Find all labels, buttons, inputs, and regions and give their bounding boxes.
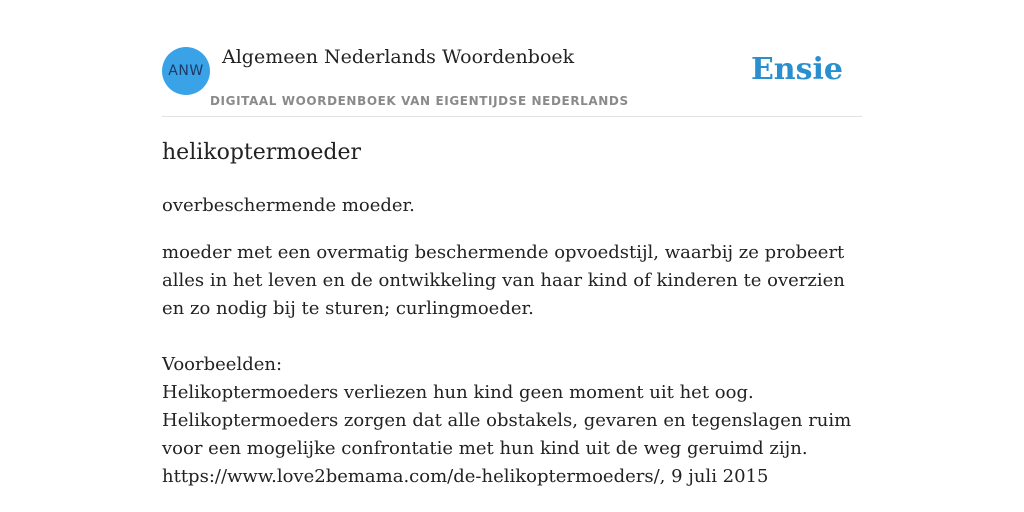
entry-body xyxy=(162,239,862,491)
source-subtitle: DIGITAAL WOORDENBOEK VAN EIGENTIJDSE NEDERLANDS xyxy=(210,94,629,108)
full-definition: moeder met een overmatig beschermende opvoedstijl, waarbij ze probeert alles in het leven en de ontwikkeling van haar kind of kinderen te overzien en zo nodig bij te sturen; curlingmoeder. xyxy=(162,242,845,319)
entry-term: helikoptermoeder xyxy=(162,140,362,165)
anw-logo: ANW xyxy=(162,47,210,95)
examples-label: Voorbeelden: xyxy=(162,354,283,375)
source-header xyxy=(162,0,862,117)
example-source: https://www.love2bemama.com/de-helikoptermoeders/, 9 juli 2015 xyxy=(162,466,769,487)
source-title[interactable]: Algemeen Nederlands Woordenboek xyxy=(222,46,575,68)
example-2: Helikoptermoeders zorgen dat alle obstakels, gevaren en tegenslagen ruim voor een mogelijke confrontatie met hun kind uit de weg geruimd zijn. xyxy=(162,410,852,459)
dictionary-card xyxy=(162,0,862,487)
ensie-logo[interactable]: Ensie xyxy=(750,52,843,87)
short-definition: overbeschermende moeder. xyxy=(162,195,415,216)
example-1: Helikoptermoeders verliezen hun kind geen moment uit het oog. xyxy=(162,382,754,403)
